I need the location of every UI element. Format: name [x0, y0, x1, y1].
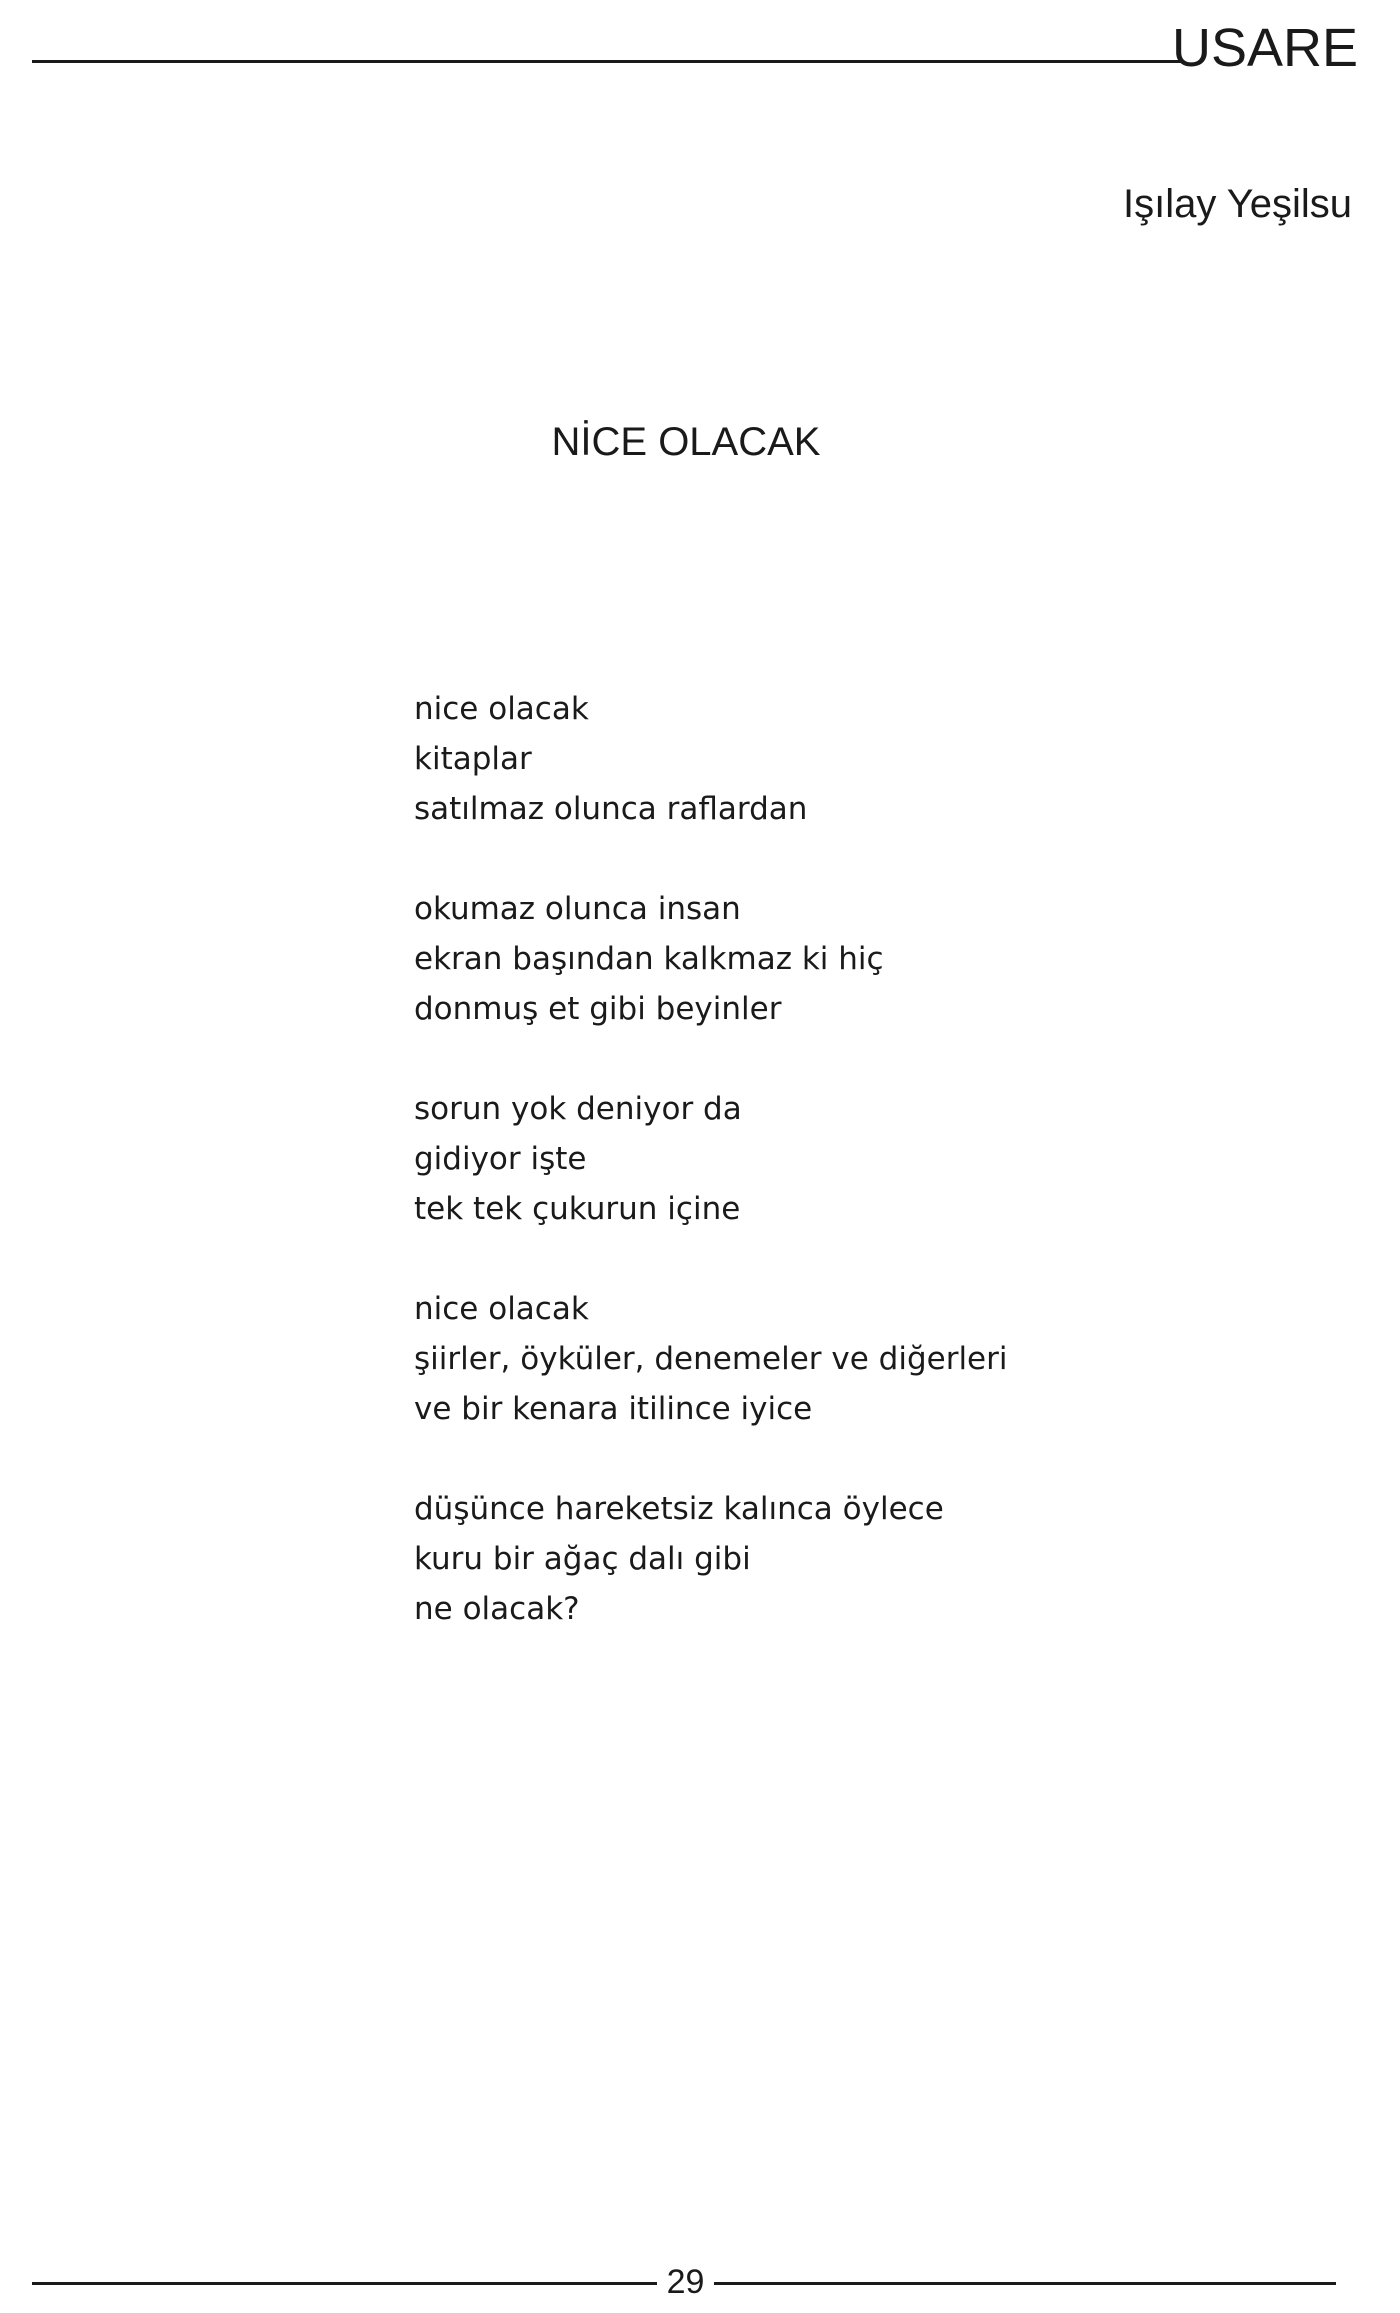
magazine-name: USARE: [1171, 18, 1358, 78]
verse-line: tek tek çukurun içine: [414, 1191, 741, 1227]
verse-line: satılmaz olunca raflardan: [414, 791, 808, 827]
author-name: Işılay Yeşilsu: [1122, 182, 1352, 226]
poem-title: NİCE OLACAK: [551, 420, 821, 464]
stanza: [414, 1484, 1007, 1634]
page-number: 29: [666, 2263, 705, 2301]
verse-line: kitaplar: [414, 741, 532, 777]
verse-line: kuru bir ağaç dalı gibi: [414, 1541, 751, 1577]
footer-rule-left: [32, 2282, 657, 2285]
verse-line: gidiyor işte: [414, 1141, 587, 1177]
verse-line: şiirler, öyküler, denemeler ve diğerleri: [414, 1341, 1008, 1377]
poem-body: [414, 684, 1007, 1684]
verse-line: ne olacak?: [414, 1591, 580, 1627]
verse-line: ve bir kenara itilince iyice: [414, 1391, 813, 1427]
verse-line: düşünce hareketsiz kalınca öylece: [414, 1491, 944, 1527]
footer-rule-right: [714, 2282, 1336, 2285]
verse-line: nice olacak: [414, 1291, 589, 1327]
verse-line: ekran başından kalkmaz ki hiç: [414, 941, 884, 977]
header-rule: [32, 60, 1184, 63]
stanza: [414, 1084, 1007, 1234]
verse-line: sorun yok deniyor da: [414, 1091, 742, 1127]
verse-line: donmuş et gibi beyinler: [414, 991, 782, 1027]
stanza: [414, 1284, 1007, 1434]
stanza: [414, 684, 1007, 834]
verse-line: okumaz olunca insan: [414, 891, 741, 927]
stanza: [414, 884, 1007, 1034]
verse-line: nice olacak: [414, 691, 589, 727]
